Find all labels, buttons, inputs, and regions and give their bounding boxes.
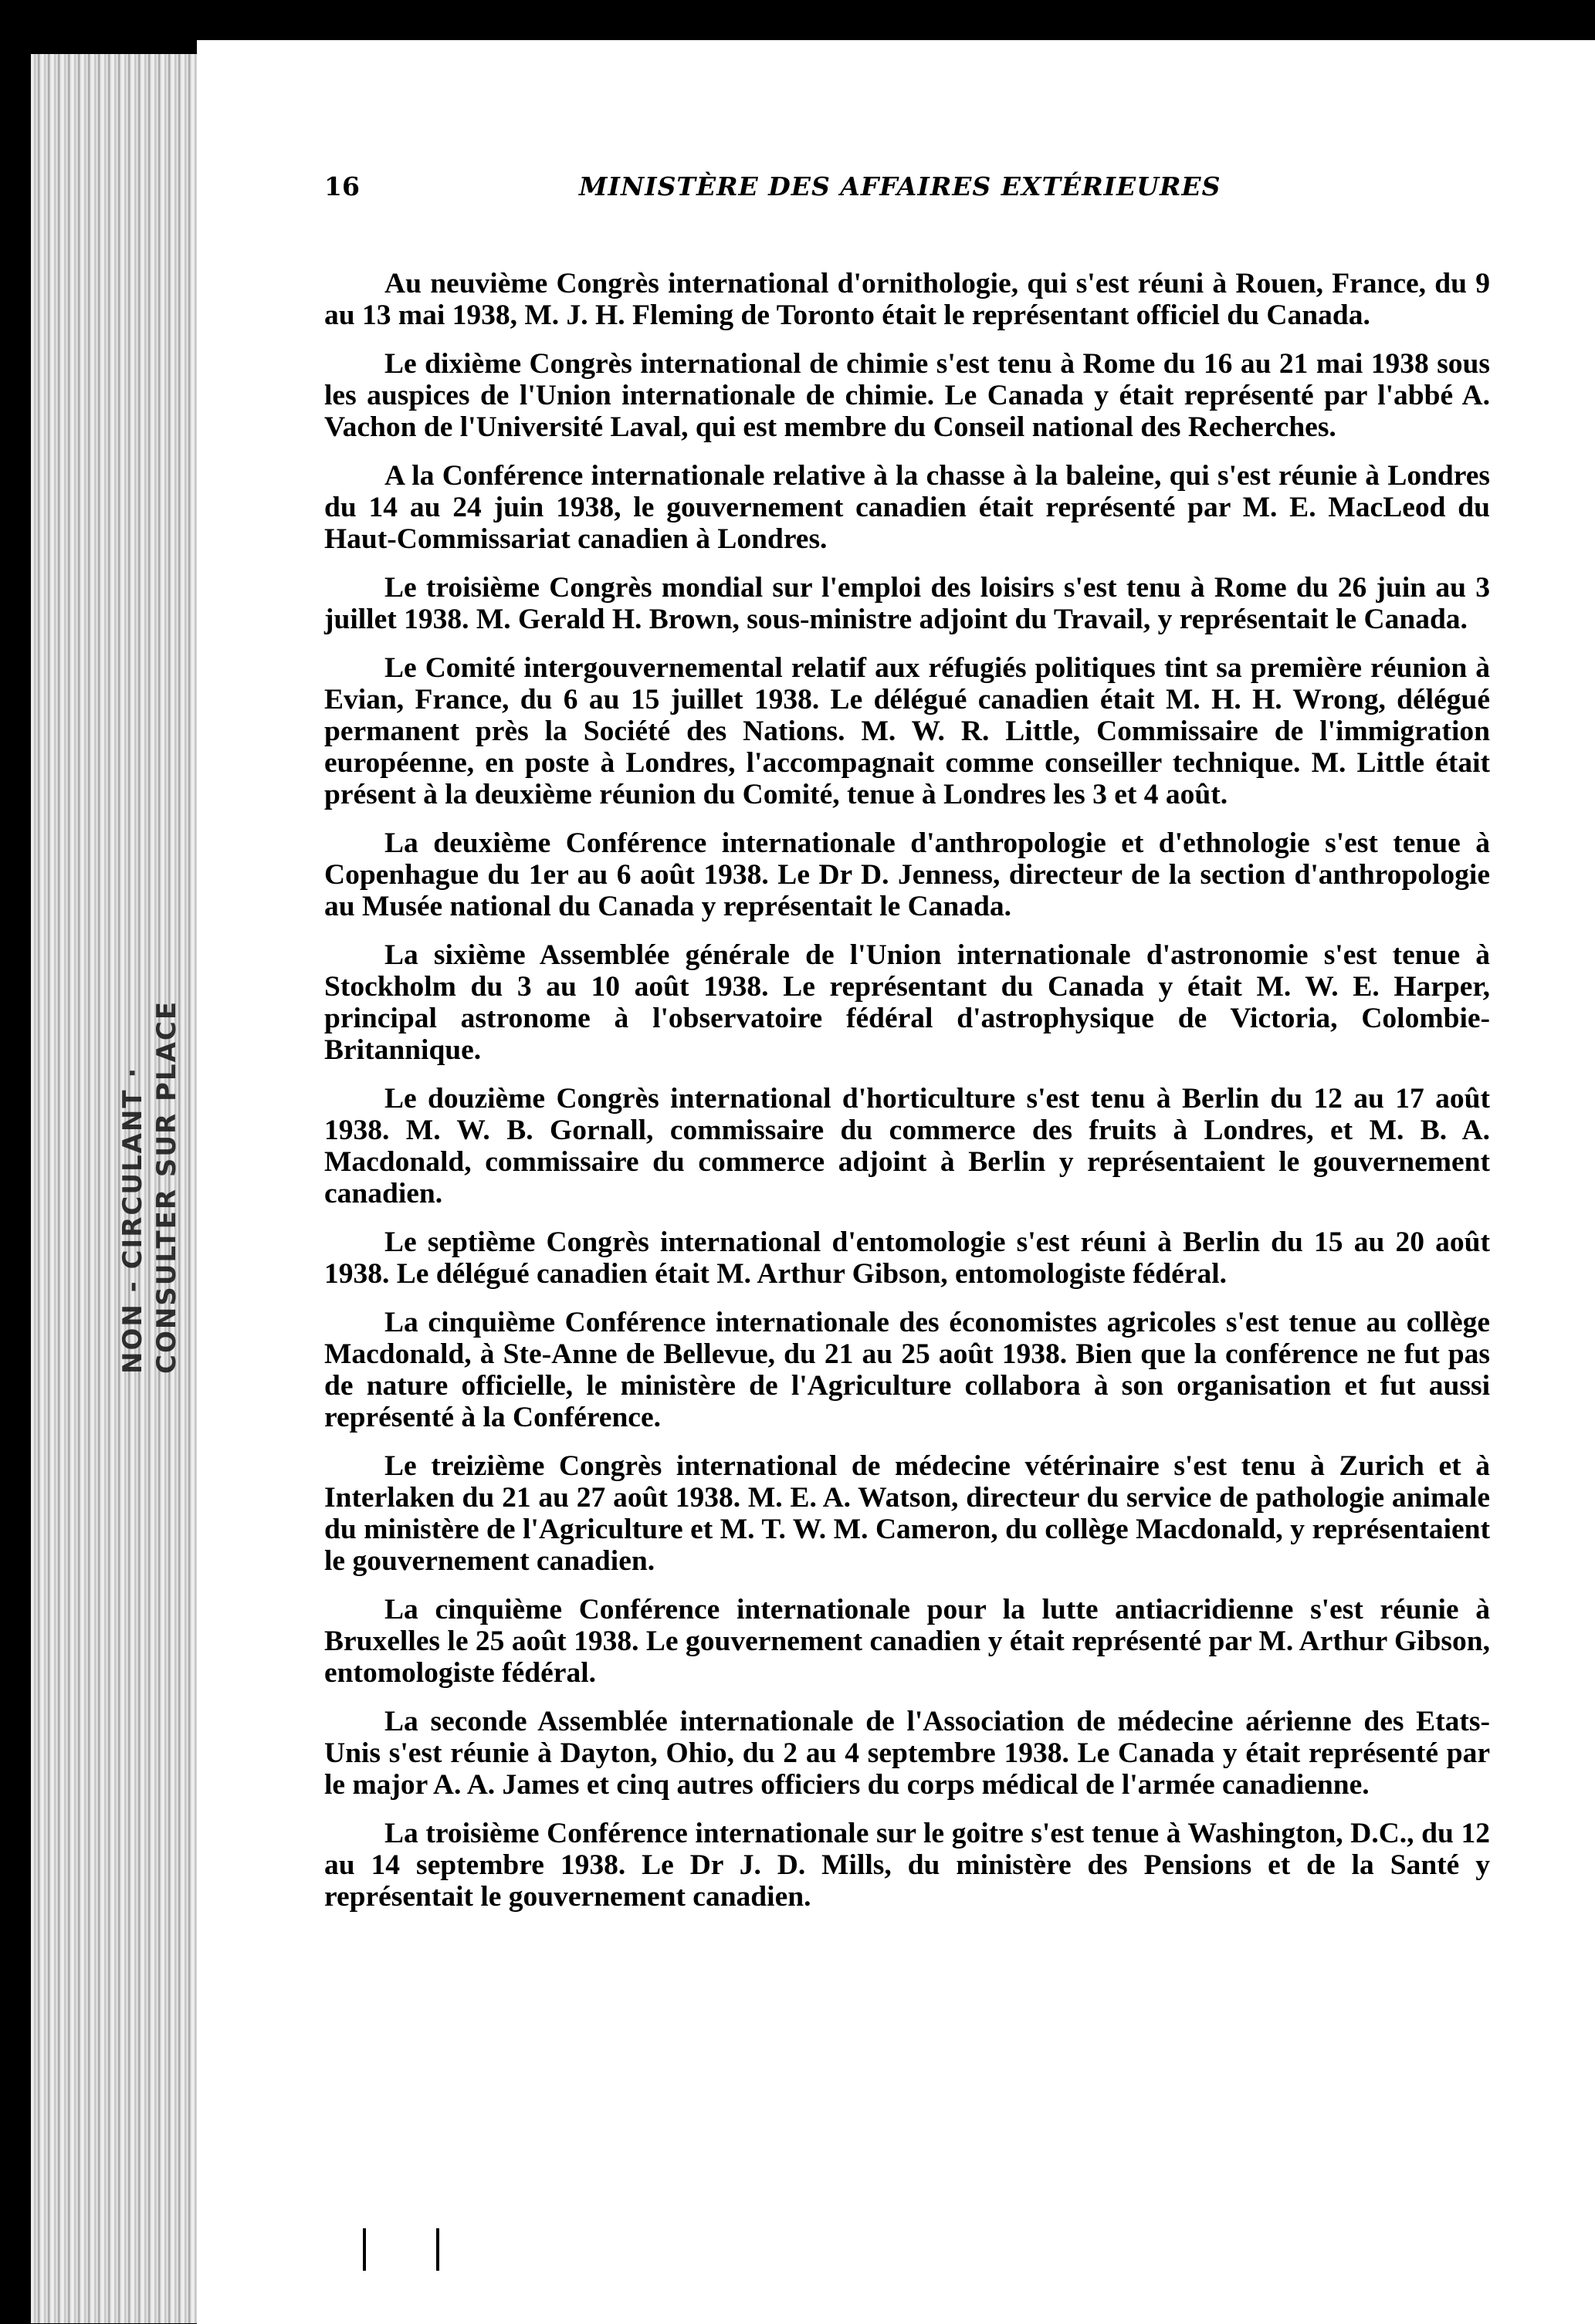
paragraph: Le dixième Congrès international de chimie s'est tenu à Rome du 16 au 21 mai 1938 sous les auspices de l'Union internationale de chimie. Le Canada y était représenté par l'abbé A. Vachon de l'Université Laval, qui est membre du Conseil national des Recherches. — [324, 348, 1490, 443]
paragraph: Au neuvième Congrès international d'ornithologie, qui s'est réuni à Rouen, France, du 9 au 13 mai 1938, M. J. H. Fleming de Toronto était le représentant officiel du Canada. — [324, 268, 1490, 331]
paragraph: Le treizième Congrès international de médecine vétérinaire s'est tenu à Zurich et à Interlaken du 21 au 27 août 1938. M. E. A. Watson, directeur du service de pathologie animale du ministère de l'Agriculture et M. T. W. M. Cameron, du collège Macdonald, y représentaient le gouvernement canadien. — [324, 1450, 1490, 1577]
scan-mark — [363, 2228, 366, 2271]
library-stamp: NON - CIRCULANT · CONSULTER SUR PLACE — [117, 1000, 182, 1374]
paragraph: La seconde Assemblée internationale de l'Association de médecine aérienne des Etats-Unis s'est réunie à Dayton, Ohio, du 2 au 4 septembre 1938. Le Canada y était représenté par le major A. A. James et cinq autres officiers du corps médical de l'armée canadienne. — [324, 1706, 1490, 1801]
page-header — [324, 171, 1459, 218]
paragraph: Le Comité intergouvernemental relatif aux réfugiés politiques tint sa première réunion à Evian, France, du 6 au 15 juillet 1938. Le délégué canadien était M. H. H. Wrong, délégué permanent près la Société des Nations. M. W. R. Little, Commissaire de l'immigration européenne, en poste à Londres, l'accompagnait comme conseiller technique. M. Little était présent à la deuxième réunion du Comité, tenue à Londres les 3 et 4 août. — [324, 652, 1490, 810]
running-head: MINISTÈRE DES AFFAIRES EXTÉRIEURES — [579, 171, 1221, 201]
paragraph: La cinquième Conférence internationale pour la lutte antiacridienne s'est réunie à Bruxelles le 25 août 1938. Le gouvernement canadien y était représenté par M. Arthur Gibson, entomologiste fédéral. — [324, 1594, 1490, 1689]
paragraph: Le septième Congrès international d'entomologie s'est réuni à Berlin du 15 au 20 août 1938. Le délégué canadien était M. Arthur Gibson, entomologiste fédéral. — [324, 1226, 1490, 1290]
paragraph: La sixième Assemblée générale de l'Union internationale d'astronomie s'est tenue à Stockholm du 3 au 10 août 1938. Le représentant du Canada y était M. W. E. Harper, principal astronome à l'observatoire fédéral d'astrophysique de Victoria, Colombie-Britannique. — [324, 939, 1490, 1066]
document-body — [324, 268, 1490, 1930]
document-page — [197, 40, 1595, 2324]
paragraph: La troisième Conférence internationale sur le goitre s'est tenue à Washington, D.C., du 12 au 14 septembre 1938. Le Dr J. D. Mills, du ministère des Pensions et de la Santé y représentait le gouvernement canadien. — [324, 1818, 1490, 1913]
paragraph: Le troisième Congrès mondial sur l'emploi des loisirs s'est tenu à Rome du 26 juin au 3 juillet 1938. M. Gerald H. Brown, sous-ministre adjoint du Travail, y représentait le Canada. — [324, 572, 1490, 635]
paragraph: La cinquième Conférence internationale des économistes agricoles s'est tenue au collège Macdonald, à Ste-Anne de Bellevue, du 21 au 25 août 1938. Bien que la conférence ne fut pas de nature officielle, le ministère de l'Agriculture collabora à son organisation et fut aussi représenté à la Conférence. — [324, 1307, 1490, 1433]
paragraph: Le douzième Congrès international d'horticulture s'est tenu à Berlin du 12 au 17 août 1938. M. W. B. Gornall, commissaire du commerce des fruits à Londres, et M. B. A. Macdonald, commissaire du commerce adjoint à Berlin y représentaient le gouvernement canadien. — [324, 1083, 1490, 1209]
paragraph: La deuxième Conférence internationale d'anthropologie et d'ethnologie s'est tenue à Copenhague du 1er au 6 août 1938. Le Dr D. Jenness, directeur de la section d'anthropologie au Musée national du Canada y représentait le Canada. — [324, 827, 1490, 922]
paragraph: A la Conférence internationale relative à la chasse à la baleine, qui s'est réunie à Londres du 14 au 24 juin 1938, le gouvernement canadien était représenté par M. E. MacLeod du Haut-Commissariat canadien à Londres. — [324, 460, 1490, 555]
scan-mark — [436, 2228, 439, 2271]
page-number: 16 — [324, 171, 360, 201]
